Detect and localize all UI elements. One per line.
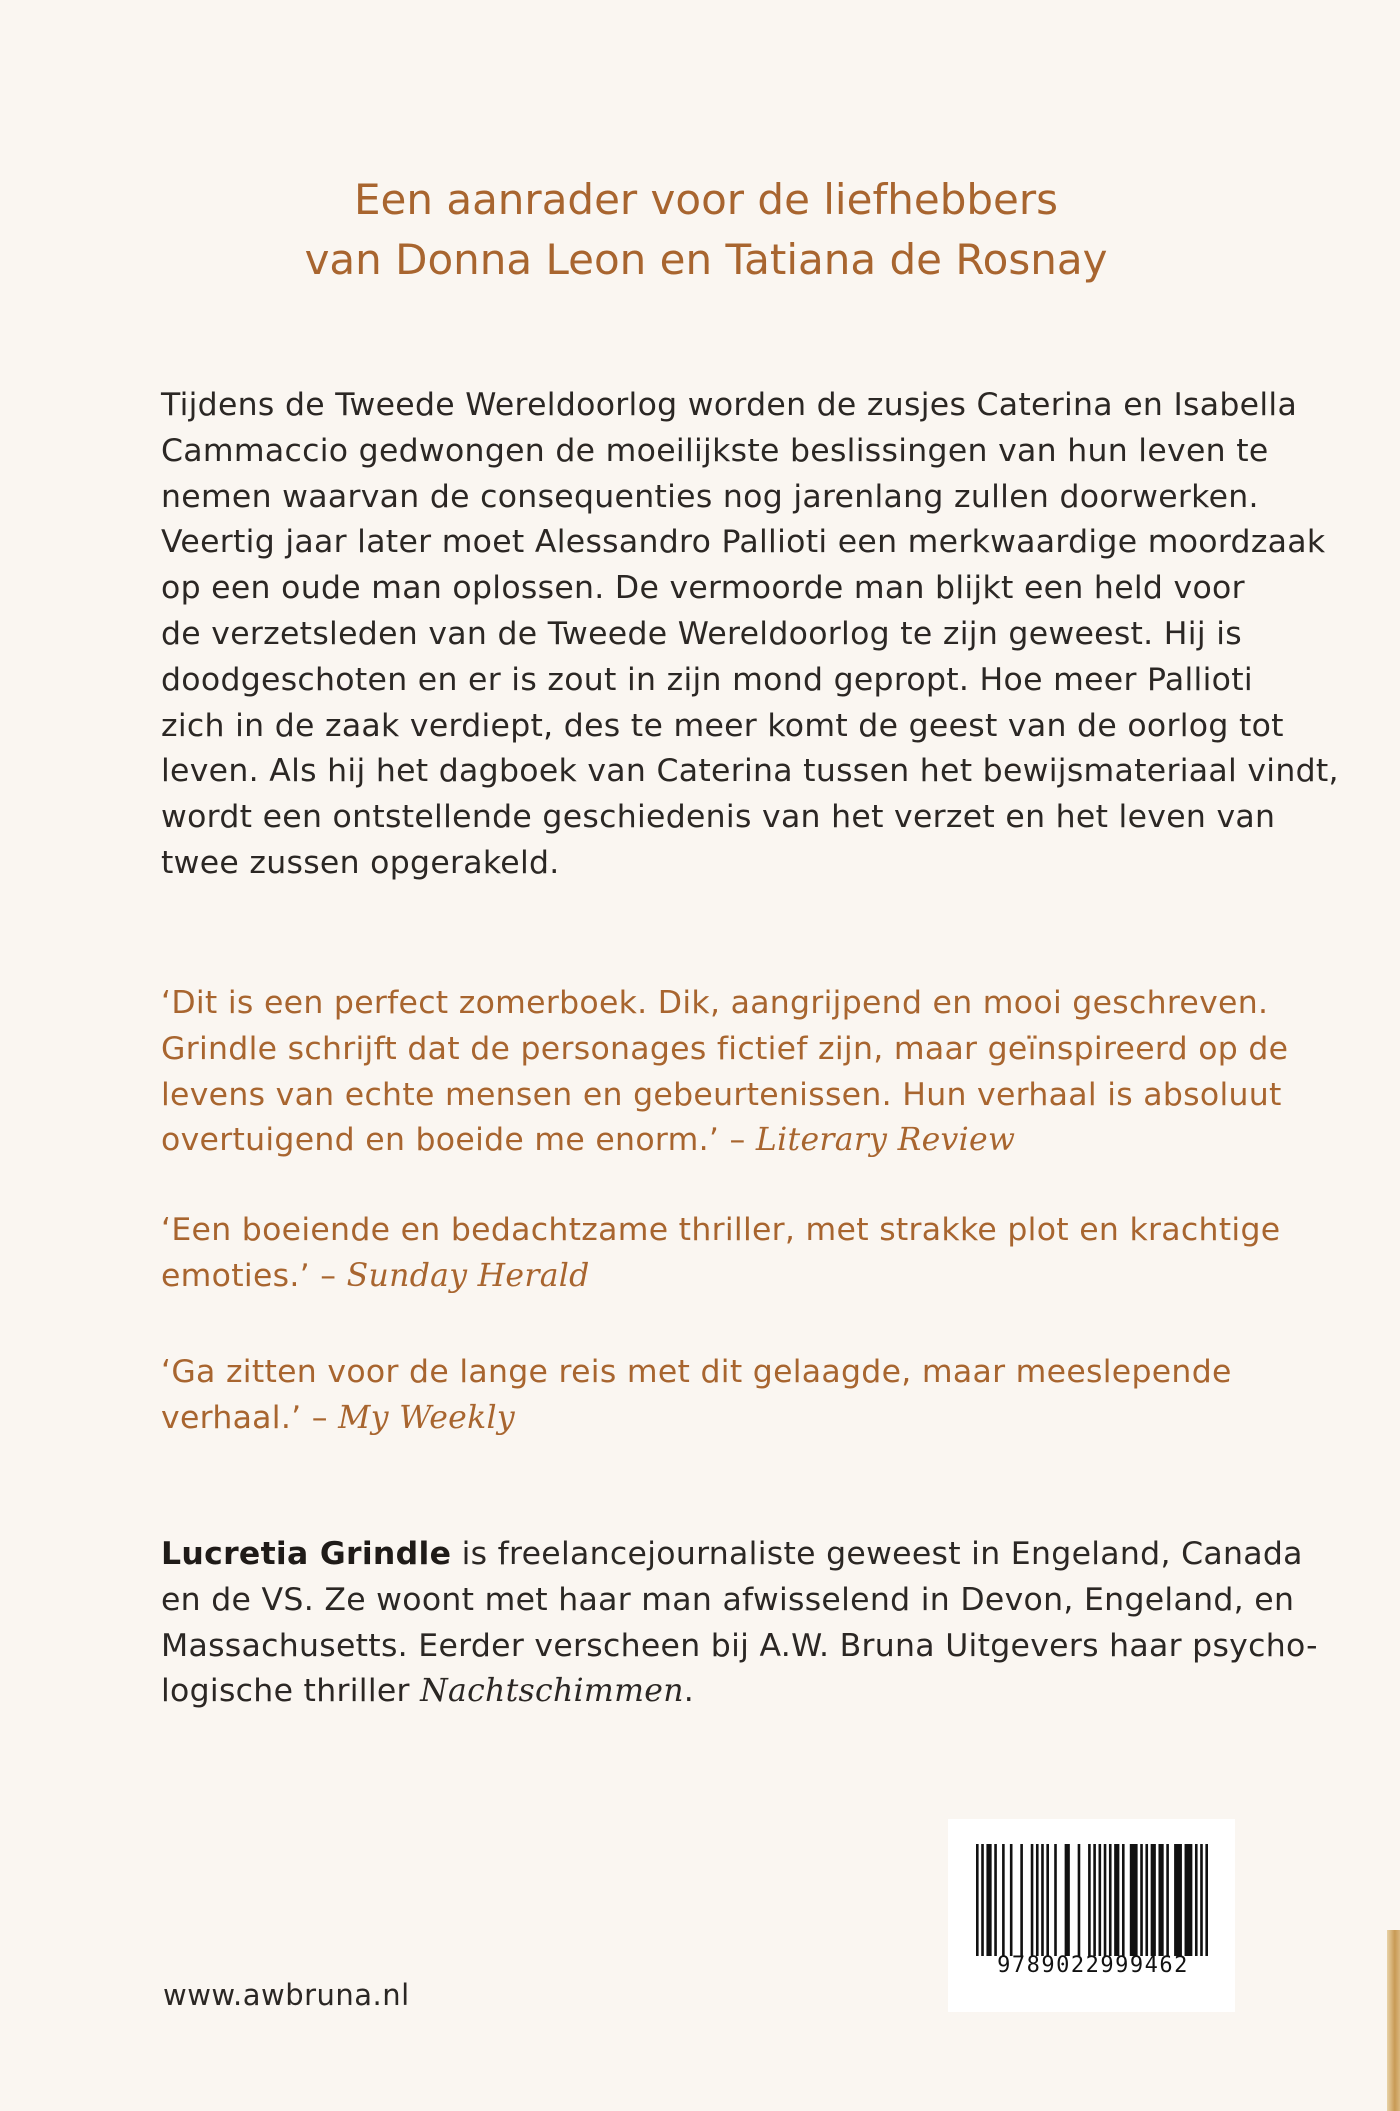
tagline [0,170,1400,290]
author-name: Lucretia Grindle [161,1536,452,1572]
blurb-line: Veertig jaar later moet Alessandro Pallioti een merkwaardige moordzaak [161,524,1326,561]
blurb-line: op een oude man oplossen. De vermoorde man blijkt een held voor [161,570,1245,607]
blurb-line: Cammaccio gedwongen de moeilijkste beslissingen van hun leven te [161,432,1269,469]
barcode-panel [948,1819,1235,2012]
blurb-line: zich in de zaak verdiept, des te meer komt de geest van de oorlog tot [161,707,1284,744]
quote-text: emoties.’ – [161,1257,347,1294]
quote-line-last [161,1118,1261,1164]
bio-text: logische thriller [161,1673,421,1710]
quote-line: ‘Een boeiende en bedachtzame thriller, met strakke plot en krachtige [161,1212,1281,1248]
quote-line-last [161,1254,1261,1300]
quote-line: ‘Dit is een perfect zomerboek. Dik, aangrijpend en mooi geschreven. [161,985,1269,1021]
tagline-line: Een aanrader voor de liefhebbers [353,175,1058,224]
bio-text: is freelancejournaliste geweest in Engeland, Canada [451,1536,1303,1572]
quote-text: overtuigend en boeide me enorm.’ – [161,1122,756,1159]
blurb-line: nemen waarvan de consequenties nog jarenlang zullen doorwerken. [161,478,1259,515]
cover-edge-decoration [1387,1930,1400,2111]
bio-text: . [683,1673,695,1710]
tagline-line: van Donna Leon en Tatiana de Rosnay [304,235,1108,284]
publisher-website: www.awbruna.nl [163,1978,410,2012]
blurb-line: twee zussen opgerakeld. [161,844,560,881]
blurb [161,383,1339,887]
bio-line [161,1532,1303,1578]
quote-source: Sunday Herald [346,1257,590,1294]
bio-line: en de VS. Ze woont met haar man afwisselend in Devon, Engeland, en [161,1581,1295,1618]
author-bio [161,1532,1318,1715]
quote-line: ‘Ga zitten voor de lange reis met dit gelaagde, maar meeslepende [161,1354,1232,1390]
blurb-line: leven. Als hij het dagboek van Caterina tussen het bewijsmateriaal vindt, [161,753,1339,790]
quote-source: My Weekly [338,1399,515,1436]
blurb-line: doodgeschoten en er is zout in zijn mond gepropt. Hoe meer Pallioti [161,661,1253,698]
review-quote-my-weekly [161,1350,1261,1442]
review-quote-literary-review [161,981,1289,1164]
quote-line: Grindle schrijft dat de personages fictief zijn, maar geïnspireerd op de [161,1030,1289,1067]
blurb-line: de verzetsleden van de Tweede Wereldoorlog te zijn geweest. Hij is [161,615,1242,652]
review-quote-sunday-herald [161,1208,1281,1300]
quote-line: levens van echte mensen en gebeurtenissen. Hun verhaal is absoluut [161,1076,1282,1113]
blurb-line: Tijdens de Tweede Wereldoorlog worden de zusjes Caterina en Isabella [161,387,1298,423]
isbn-number: 9789022999462 [997,1953,1189,1978]
quote-text: verhaal.’ – [161,1399,339,1436]
barcode-icon [976,1844,1208,1956]
book-title: Nachtschimmen [420,1673,684,1710]
quote-source: Literary Review [755,1122,1016,1159]
bio-line [161,1669,1261,1715]
blurb-line: wordt een ontstellende geschiedenis van het verzet en het leven van [161,799,1276,836]
quote-line-last [161,1396,1261,1442]
bio-line: Massachusetts. Eerder verscheen bij A.W. Bruna Uitgevers haar psycho- [161,1627,1318,1664]
